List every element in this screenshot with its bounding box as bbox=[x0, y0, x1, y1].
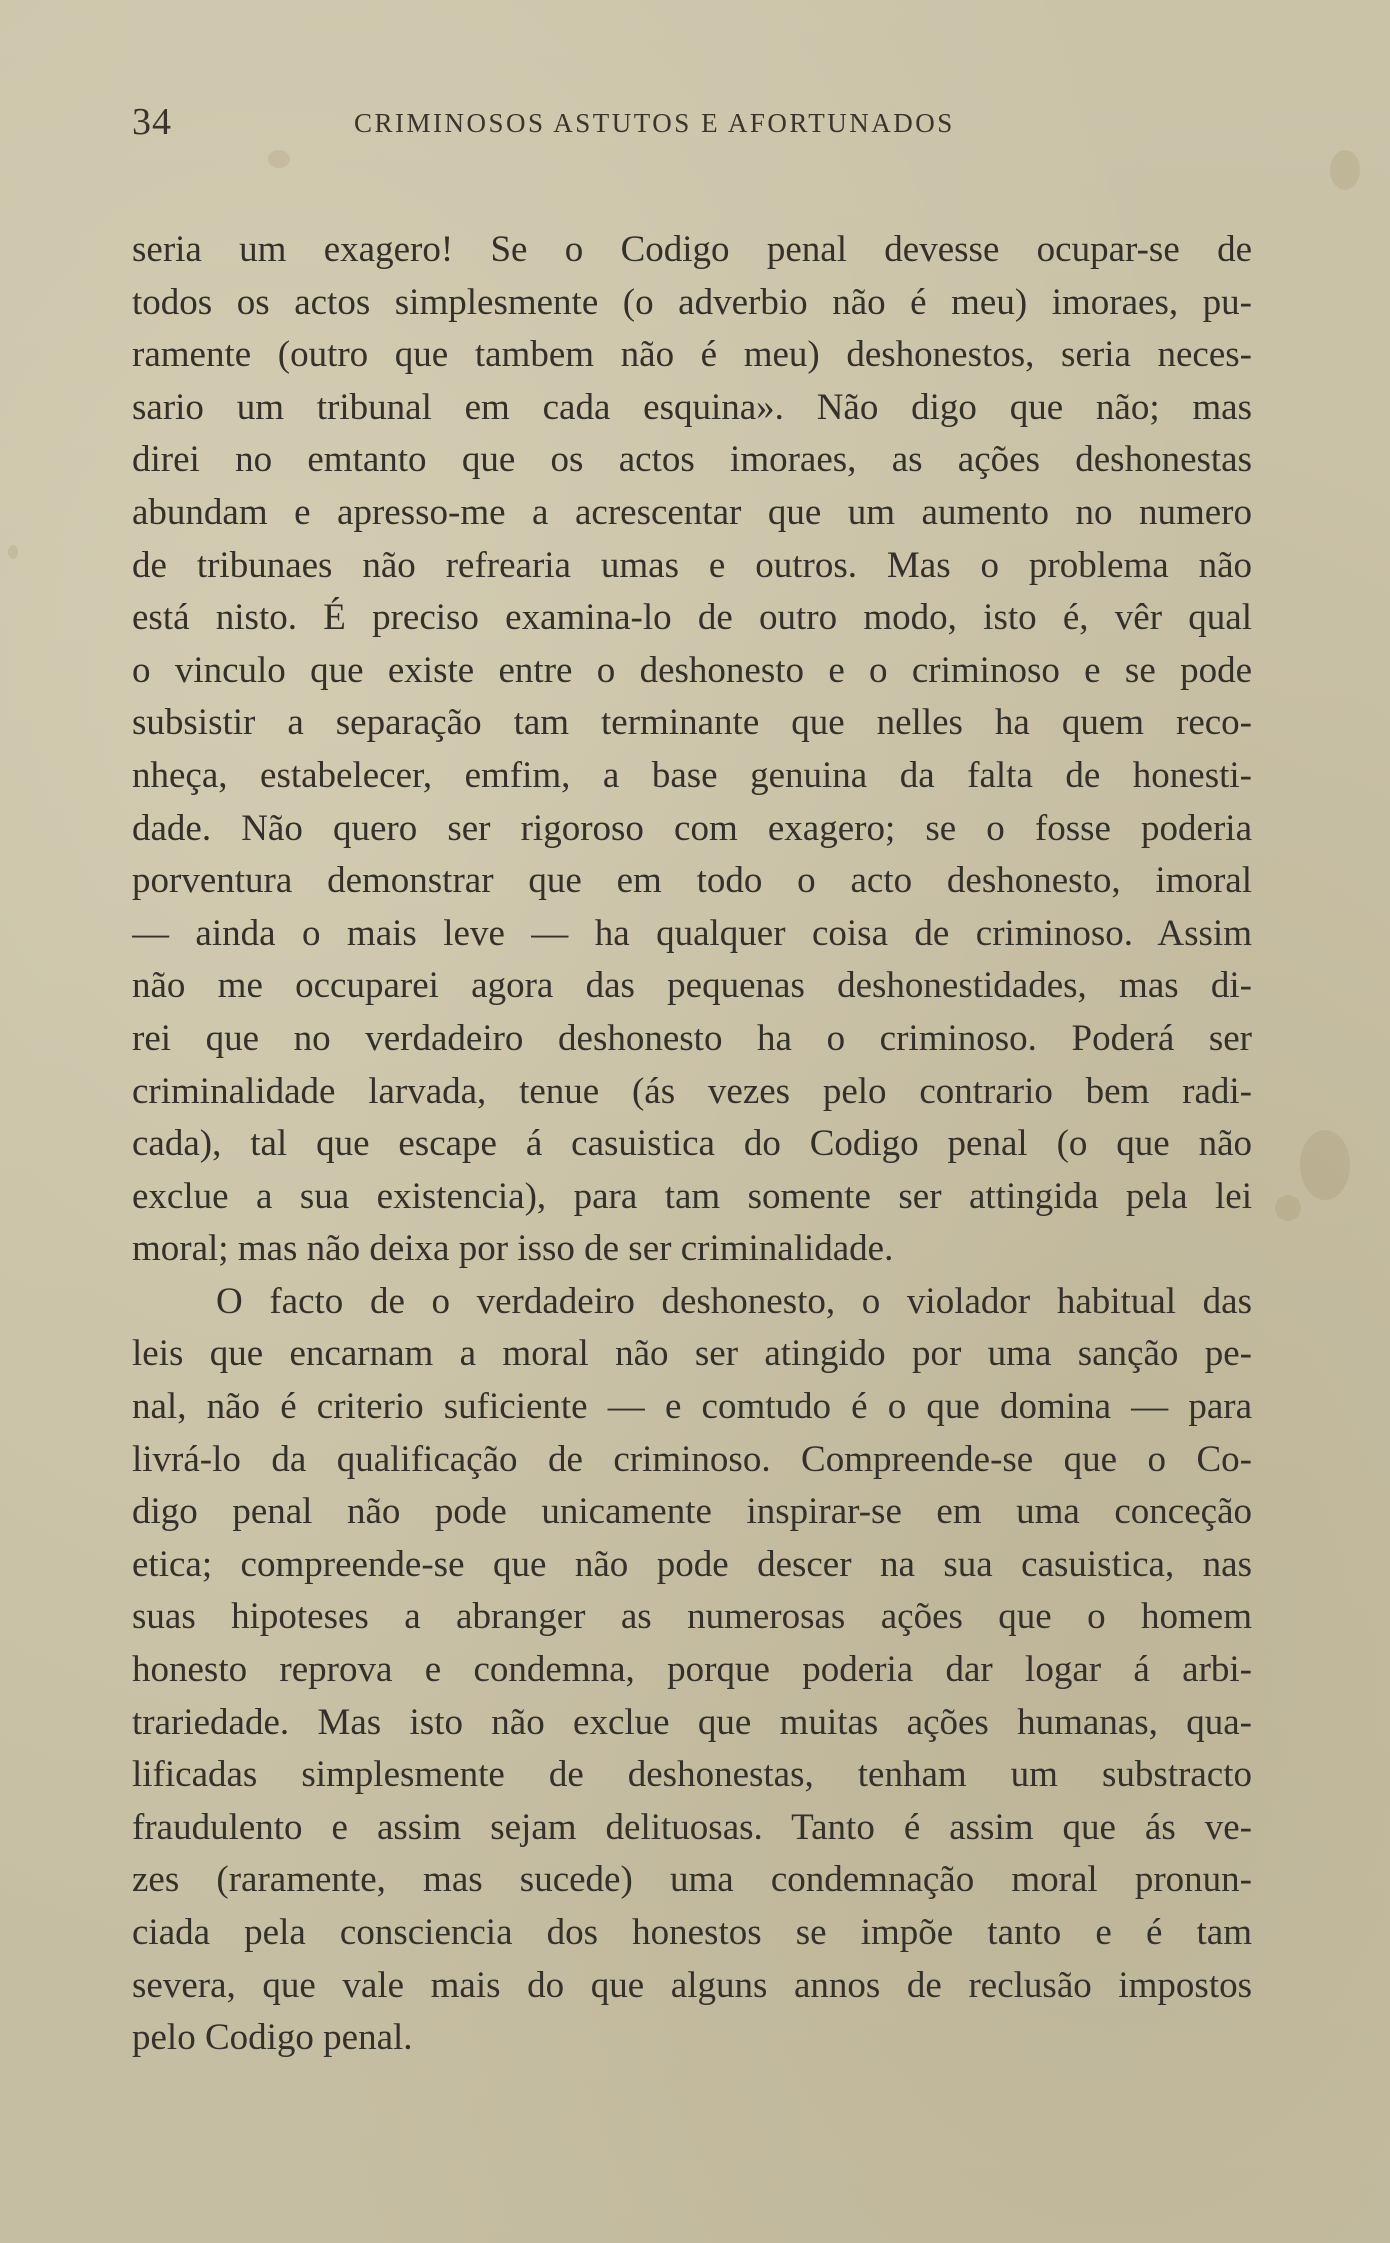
text-line: honesto reprova e condemna, porque poderia dar logar á arbi- bbox=[132, 1649, 1252, 1691]
page-header bbox=[132, 100, 1252, 150]
paper-stain bbox=[268, 150, 290, 168]
text-line: ciada pela consciencia dos honestos se impõe tanto e é tam bbox=[132, 1912, 1252, 1953]
text-line: pelo Codigo penal. bbox=[132, 2017, 413, 2059]
text-line: O facto de o verdadeiro deshonesto, o violador habitual das bbox=[216, 1280, 1252, 1322]
text-line: sario um tribunal em cada esquina». Não digo que não; mas bbox=[132, 386, 1252, 428]
text-line: não me occuparei agora das pequenas deshonestidades, mas di- bbox=[132, 965, 1252, 1007]
paper-stain bbox=[1330, 150, 1360, 190]
text-line: subsistir a separação tam terminante que nelles ha quem reco- bbox=[132, 702, 1252, 744]
paragraph-1 bbox=[132, 224, 1252, 1276]
running-title: CRIMINOSOS ASTUTOS E AFORTUNADOS bbox=[354, 108, 955, 138]
text-line: digo penal não pode unicamente inspirar-se em uma conceção bbox=[132, 1491, 1252, 1533]
text-line: nal, não é criterio suficiente — e comtudo é o que domina — para bbox=[132, 1386, 1252, 1428]
text-line: fraudulento e assim sejam delituosas. Tanto é assim que ás ve- bbox=[132, 1806, 1252, 1848]
text-line: severa, que vale mais do que alguns annos de reclusão impostos bbox=[132, 1964, 1252, 2006]
text-line: dade. Não quero ser rigoroso com exagero; se o fosse poderia bbox=[132, 807, 1252, 849]
text-line: trariedade. Mas isto não exclue que muitas ações humanas, qua- bbox=[132, 1701, 1252, 1743]
page-number: 34 bbox=[132, 101, 172, 143]
paper-stain bbox=[1275, 1195, 1301, 1221]
paper-stain bbox=[8, 545, 18, 559]
text-line: o vinculo que existe entre o deshonesto e o criminoso e se pode bbox=[132, 649, 1252, 691]
text-line: de tribunaes não refrearia umas e outros. Mas o problema não bbox=[132, 544, 1252, 586]
paragraph-2 bbox=[132, 1276, 1252, 2065]
text-line: livrá-lo da qualificação de criminoso. Compreende-se que o Co- bbox=[132, 1438, 1252, 1480]
text-line: nheça, estabelecer, emfim, a base genuina da falta de honesti- bbox=[132, 754, 1252, 796]
text-line: está nisto. É preciso examina-lo de outro modo, isto é, vêr qual bbox=[132, 597, 1252, 639]
text-line: lificadas simplesmente de deshonestas, tenham um substracto bbox=[132, 1754, 1252, 1796]
text-line: cada), tal que escape á casuistica do Codigo penal (o que não bbox=[132, 1123, 1252, 1165]
text-line: porventura demonstrar que em todo o acto deshonesto, imoral bbox=[132, 860, 1252, 902]
text-line: zes (raramente, mas sucede) uma condemnação moral pronun- bbox=[132, 1859, 1252, 1901]
text-line: exclue a sua existencia), para tam somente ser attingida pela lei bbox=[132, 1175, 1252, 1217]
text-line: todos os actos simplesmente (o adverbio não é meu) imoraes, pu- bbox=[132, 281, 1252, 323]
text-line: leis que encarnam a moral não ser atingido por uma sanção pe- bbox=[132, 1333, 1252, 1375]
text-line: suas hipoteses a abranger as numerosas ações que o homem bbox=[132, 1596, 1252, 1638]
text-line: abundam e apresso-me a acrescentar que um aumento no numero bbox=[132, 491, 1252, 533]
text-line: criminalidade larvada, tenue (ás vezes pelo contrario bem radi- bbox=[132, 1070, 1252, 1112]
text-line: moral; mas não deixa por isso de ser criminalidade. bbox=[132, 1228, 894, 1270]
text-line: — ainda o mais leve — ha qualquer coisa de criminoso. Assim bbox=[132, 912, 1252, 954]
text-line: direi no emtanto que os actos imoraes, as ações deshonestas bbox=[132, 439, 1252, 481]
paper-stain bbox=[1300, 1130, 1350, 1200]
text-line: rei que no verdadeiro deshonesto ha o criminoso. Poderá ser bbox=[132, 1017, 1252, 1059]
text-line: ramente (outro que tambem não é meu) deshonestos, seria neces- bbox=[132, 334, 1252, 376]
text-line: etica; compreende-se que não pode descer na sua casuistica, nas bbox=[132, 1543, 1252, 1585]
page-text bbox=[132, 224, 1252, 2065]
text-line: seria um exagero! Se o Codigo penal devesse ocupar-se de bbox=[132, 229, 1252, 270]
